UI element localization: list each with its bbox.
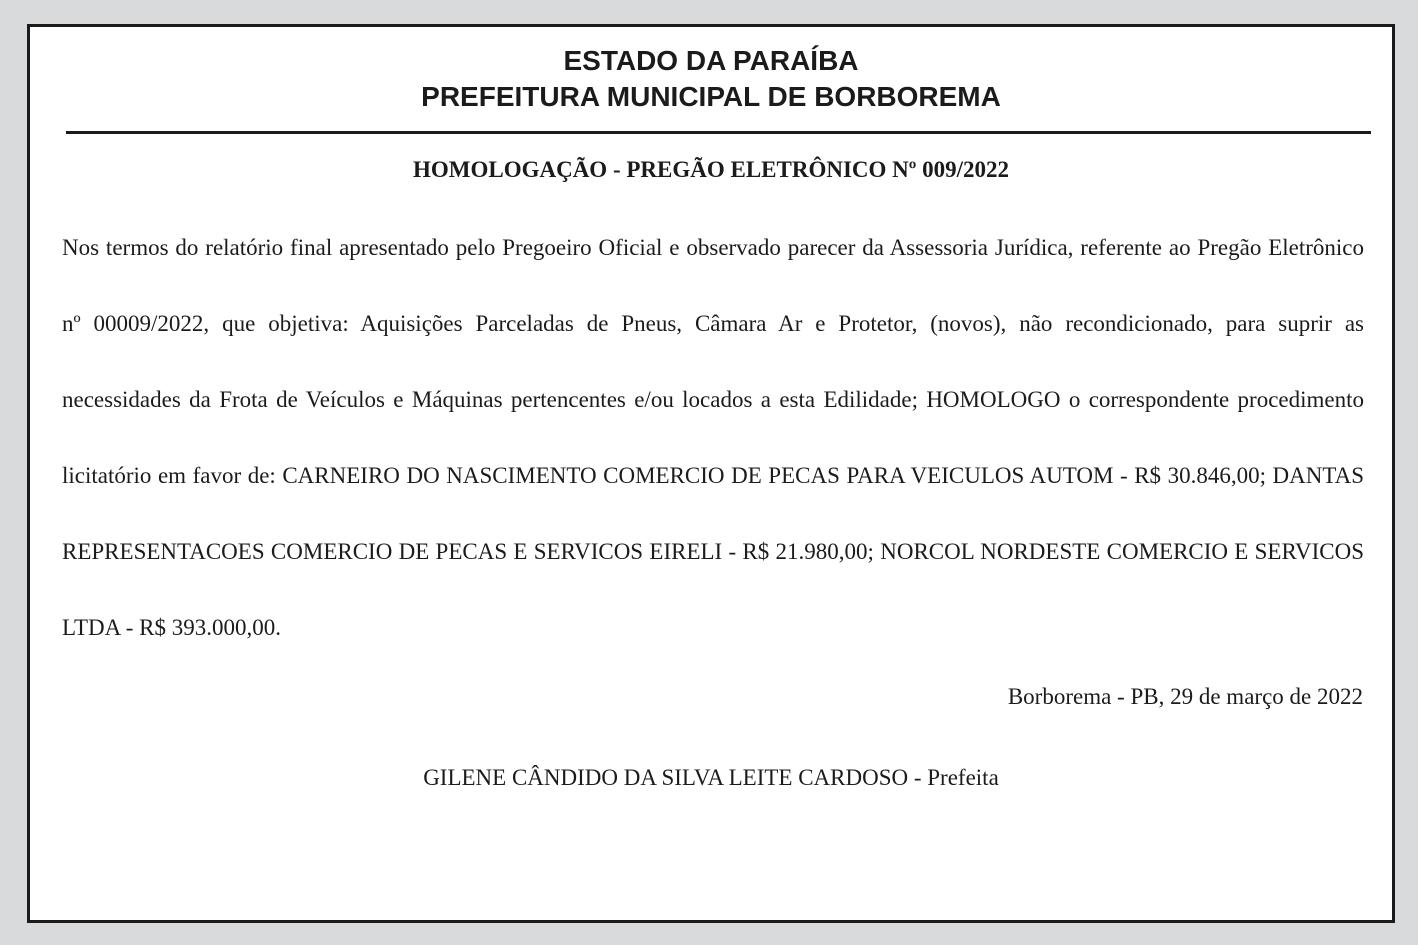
- header-state: ESTADO DA PARAÍBA: [563, 45, 859, 76]
- signatory: GILENE CÂNDIDO DA SILVA LEITE CARDOSO - Prefeita: [423, 765, 999, 790]
- notice-body: Nos termos do relatório final apresentado pelo Pregoeiro Oficial e observado parecer da Assessoria Jurídica, referente ao Pregão Eletrônico nº 00009/2022, que objetiva: Aquisições Parceladas de Pneus, Câmara Ar e Protetor, (novos), não recondicionado, para suprir as necessidades da Frota de Veículos e Máquinas pertencentes e/ou locados a esta Edilidade; HOMOLOGO o correspondente procedimento licitatório em favor de: CARNEIRO DO NASCIMENTO COMERCIO DE PECAS PARA VEICULOS AUTOM - R$ 30.846,00; DANTAS REPRESENTACOES COMERCIO DE PECAS E SERVICOS EIRELI - R$ 21.980,00; NORCOL NORDESTE COMERCIO E SERVICOS LTDA - R$ 393.000,00.: [62, 235, 1364, 640]
- document-header: [30, 43, 1392, 115]
- place-and-date: Borborema - PB, 29 de março de 2022: [1007, 684, 1363, 709]
- notice-frame: [27, 24, 1395, 923]
- notice-title: HOMOLOGAÇÃO - PREGÃO ELETRÔNICO Nº 009/2022: [412, 157, 1010, 182]
- header-municipality: PREFEITURA MUNICIPAL DE BORBOREMA: [421, 81, 1001, 112]
- header-divider: [66, 131, 1371, 134]
